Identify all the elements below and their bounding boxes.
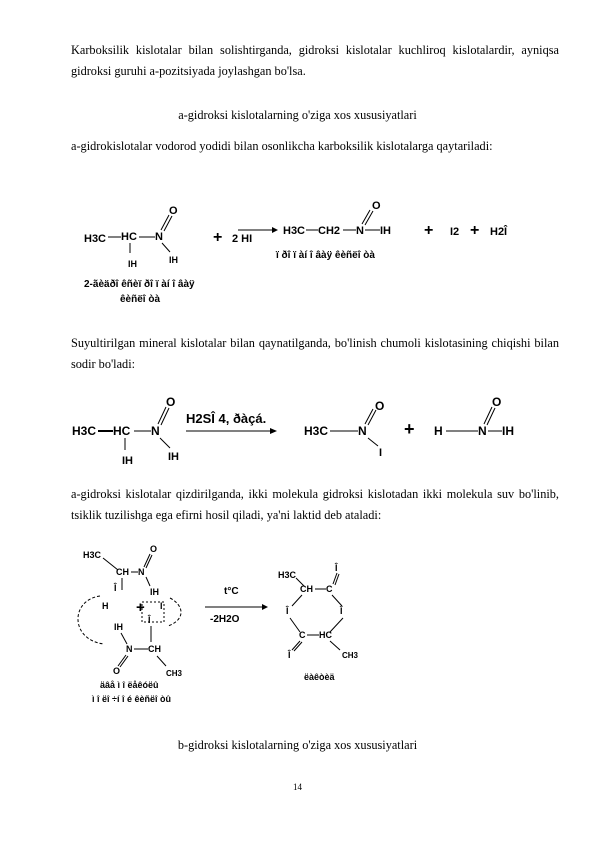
s3-r-c2: C <box>299 630 306 640</box>
s1-n2: N <box>356 225 364 237</box>
s3-r-ch3: CH3 <box>342 651 359 660</box>
s1-ch2: CH2 <box>318 225 341 237</box>
heading-alpha: a-gidroksi kislotalarning o'ziga xos xususiyatlari <box>178 108 417 122</box>
s3-ch-b: CH <box>148 644 161 654</box>
s3-ih-b: IH <box>114 622 123 632</box>
s1-hc: HC <box>121 231 137 243</box>
s1-o2: O <box>372 200 381 212</box>
s3-i-a: Î <box>114 583 117 593</box>
s1-n: N <box>155 231 163 243</box>
s3-r-i2: Î <box>286 606 289 616</box>
s2-ih3: IH <box>502 424 514 438</box>
s3-r-h3c: H3C <box>278 570 297 580</box>
s2-h3c-2: H3C <box>304 424 329 438</box>
s3-o-b: O <box>113 666 121 676</box>
s3-h-a: H <box>102 601 109 611</box>
s3-label-right: ëàêòèä <box>304 672 335 682</box>
s2-plus: + <box>404 419 415 439</box>
s3-i-b: I <box>160 601 163 611</box>
s3-i-c: Î <box>148 615 151 625</box>
s1-ih3: IH <box>380 225 391 237</box>
s2-o3: O <box>492 395 502 409</box>
s3-reagent-top: t°C <box>224 586 239 597</box>
s1-plus2: + <box>424 222 434 239</box>
s3-r-ch: CH <box>300 584 313 594</box>
s3-n-b: N <box>126 644 133 654</box>
s2-h3c: H3C <box>72 424 97 438</box>
s1-plus3: + <box>470 222 480 239</box>
scheme-lactide <box>0 540 595 735</box>
s3-n: N <box>138 567 145 577</box>
s3-plus: + <box>136 599 145 616</box>
s1-plus1: + <box>213 229 223 246</box>
s2-n3: N <box>478 424 487 438</box>
s1-o: O <box>169 205 178 217</box>
s1-label-right: ï ðî ï àí î âàÿ êèñëî òà <box>276 250 375 261</box>
s3-ch3: CH3 <box>166 669 183 678</box>
s2-hc: HC <box>113 424 131 438</box>
s3-o: O <box>150 544 158 554</box>
s2-ih2: IH <box>168 451 179 463</box>
s1-ih2: IH <box>169 255 178 265</box>
cleavage-paragraph: Suyultirilgan mineral kislotalar bilan qaynatilganda, bo'linish chumoli kislotasining chiqishi bilan sodir bo'ladi: <box>71 336 559 371</box>
s3-r-i3: Î <box>340 606 343 616</box>
s2-o: O <box>166 395 176 409</box>
s1-h3c-2: H3C <box>283 225 306 237</box>
s2-ih1: IH <box>122 455 133 467</box>
s3-r-i4: Î <box>288 650 291 660</box>
intro-paragraph: Karboksilik kislotalar bilan solishtirganda, gidroksi kislotalar kuchliroq kislotalardir, ayniqsa gidroksi guruhi a-pozitsiyada joylashgan bo'lsa. <box>71 43 559 78</box>
scheme-reduction-hi <box>0 190 595 320</box>
page-number: 14 <box>293 782 302 792</box>
s1-label-left-2: êèñëî òà <box>120 294 161 305</box>
s3-label-left-2: ì î ëî ÷í î é êèñëî òû <box>92 694 171 704</box>
s3-ch: CH <box>116 567 129 577</box>
s3-ih-a: IH <box>150 587 159 597</box>
s2-i: I <box>379 447 383 459</box>
s2-h: H <box>434 424 443 438</box>
lactide-paragraph: a-gidroksi kislotalar qizdirilganda, ikki molekula gidroksi kislotadan ikki molekula suv bo'linib, tsiklik tuzilishga ega efirni hosil qiladi, ya'ni laktid deb ataladi: <box>71 487 559 522</box>
s3-r-i1: Î <box>335 563 338 573</box>
s1-h2o: H2Î <box>490 226 508 238</box>
s2-o2: O <box>375 399 385 413</box>
s1-h3c: H3C <box>84 233 107 245</box>
s3-reagent-bottom: -2H2O <box>210 614 240 625</box>
s2-n2: N <box>358 424 367 438</box>
scheme-cleavage <box>0 390 595 475</box>
heading-beta: b-gidroksi kislotalarning o'ziga xos xususiyatlari <box>177 738 418 752</box>
s1-reagent-text: 2 HI <box>232 233 253 245</box>
s3-h3c: H3C <box>83 550 102 560</box>
s3-r-hc: HC <box>319 630 332 640</box>
reduction-paragraph: a-gidrokislotalar vodorod yodidi bilan osonlikcha karboksilik kislotalarga qaytariladi: <box>71 139 493 153</box>
s1-ih1: IH <box>128 259 137 269</box>
s2-n: N <box>151 424 160 438</box>
s1-i2: I2 <box>450 226 460 238</box>
s1-label-left-1: 2-ãèäðî êñèï ðî ï àí î âàÿ <box>84 279 195 290</box>
s3-r-c: C <box>326 584 333 594</box>
s3-label-left-1: äâå ì î ëåêóëû <box>100 680 159 690</box>
s2-reagent: H2SÎ 4, ðàçá. <box>186 411 267 426</box>
